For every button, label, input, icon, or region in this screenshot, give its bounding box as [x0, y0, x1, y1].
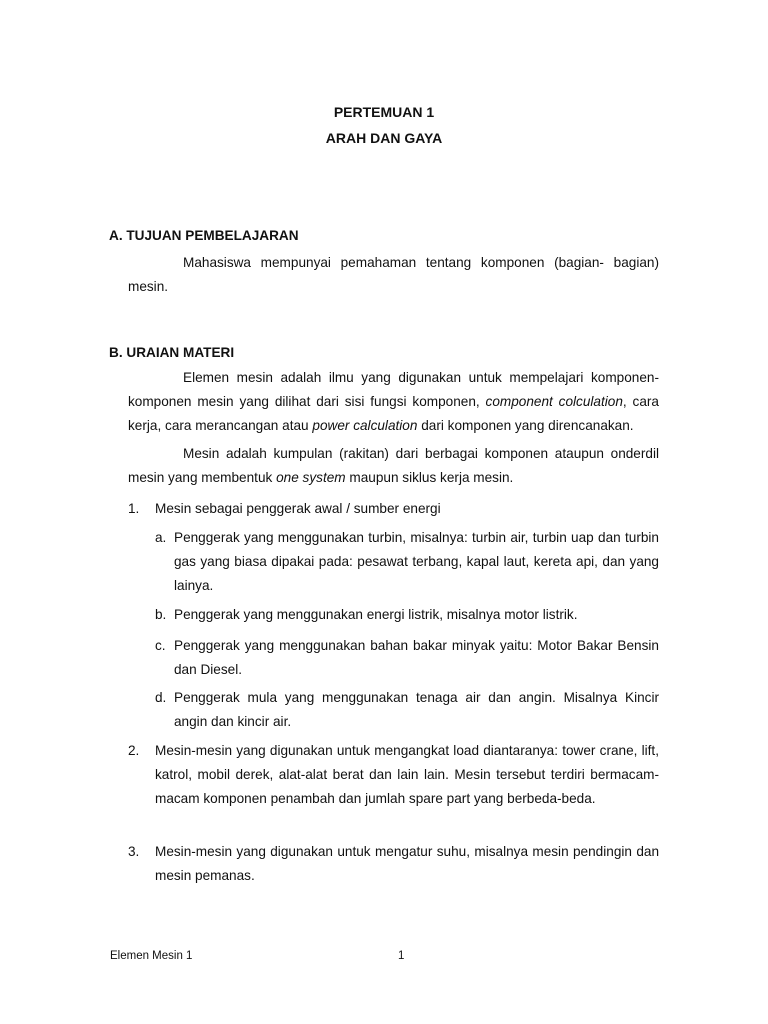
sublist-letter-a: a. [155, 530, 167, 545]
sublist-item-c: Penggerak yang menggunakan bahan bakar minyak yaitu: Motor Bakar Bensin dan Diesel. [174, 638, 659, 677]
p1-em2: power calculation [312, 418, 418, 433]
section-a-heading: A. TUJUAN PEMBELAJARAN [109, 228, 299, 243]
sublist-letter-d: d. [155, 690, 167, 705]
p1-em1: component colculation [485, 394, 623, 409]
footer-title: Elemen Mesin 1 [110, 950, 193, 962]
section-b-paragraph-1 [128, 366, 659, 438]
sublist-item-d: Penggerak mula yang menggunakan tenaga air dan angin. Misalnya Kincir angin dan kincir air. [174, 690, 659, 729]
p1-text1: Elemen mesin adalah ilmu yang digunakan untuk mempelajari komponen-komponen mesin yang dilihat dari sisi fungsi komponen, [128, 370, 659, 409]
list-item-1: Mesin sebagai penggerak awal / sumber energi [155, 501, 441, 516]
section-a-paragraph [128, 251, 659, 299]
sublist-letter-b: b. [155, 607, 167, 622]
section-b-paragraph-2 [128, 442, 659, 490]
list-number-3: 3. [128, 844, 140, 859]
section-a-text: Mahasiswa mempunyai pemahaman tentang komponen (bagian- bagian) mesin. [128, 255, 659, 294]
sublist-item-b: Penggerak yang menggunakan energi listrik, misalnya motor listrik. [174, 607, 578, 622]
list-number-2: 2. [128, 743, 140, 758]
p2-em1: one system [276, 470, 346, 485]
list-item-3: Mesin-mesin yang digunakan untuk mengatur suhu, misalnya mesin pendingin dan mesin pemanas. [155, 844, 659, 883]
sublist-letter-c: c. [155, 638, 166, 653]
sublist-item-a: Penggerak yang menggunakan turbin, misalnya: turbin air, turbin uap dan turbin gas yang biasa dipakai pada: pesawat terbang, kapal laut, kereta api, dan yang lainya. [174, 530, 659, 593]
section-b-heading: B. URAIAN MATERI [109, 345, 235, 360]
page-title-line2: ARAH DAN GAYA [325, 130, 443, 146]
list-item-2: Mesin-mesin yang digunakan untuk mengangkat load diantaranya: tower crane, lift, katrol, mobil derek, alat-alat berat dan lain lain. Mesin tersebut terdiri bermacam-macam komponen penambah dan jumlah spare part yang berbeda-beda. [155, 743, 659, 806]
page-number: 1 [398, 950, 405, 962]
p1-text2: , cara kerja, cara merancangan atau [128, 394, 659, 433]
list-number-1: 1. [128, 501, 140, 516]
p2-text1: Mesin adalah kumpulan (rakitan) dari berbagai komponen ataupun onderdil mesin yang membentuk [128, 446, 659, 485]
p1-text3: dari komponen yang direncanakan. [417, 418, 634, 433]
p2-text2: maupun siklus kerja mesin. [345, 470, 514, 485]
page-title-line1: PERTEMUAN 1 [333, 104, 435, 120]
